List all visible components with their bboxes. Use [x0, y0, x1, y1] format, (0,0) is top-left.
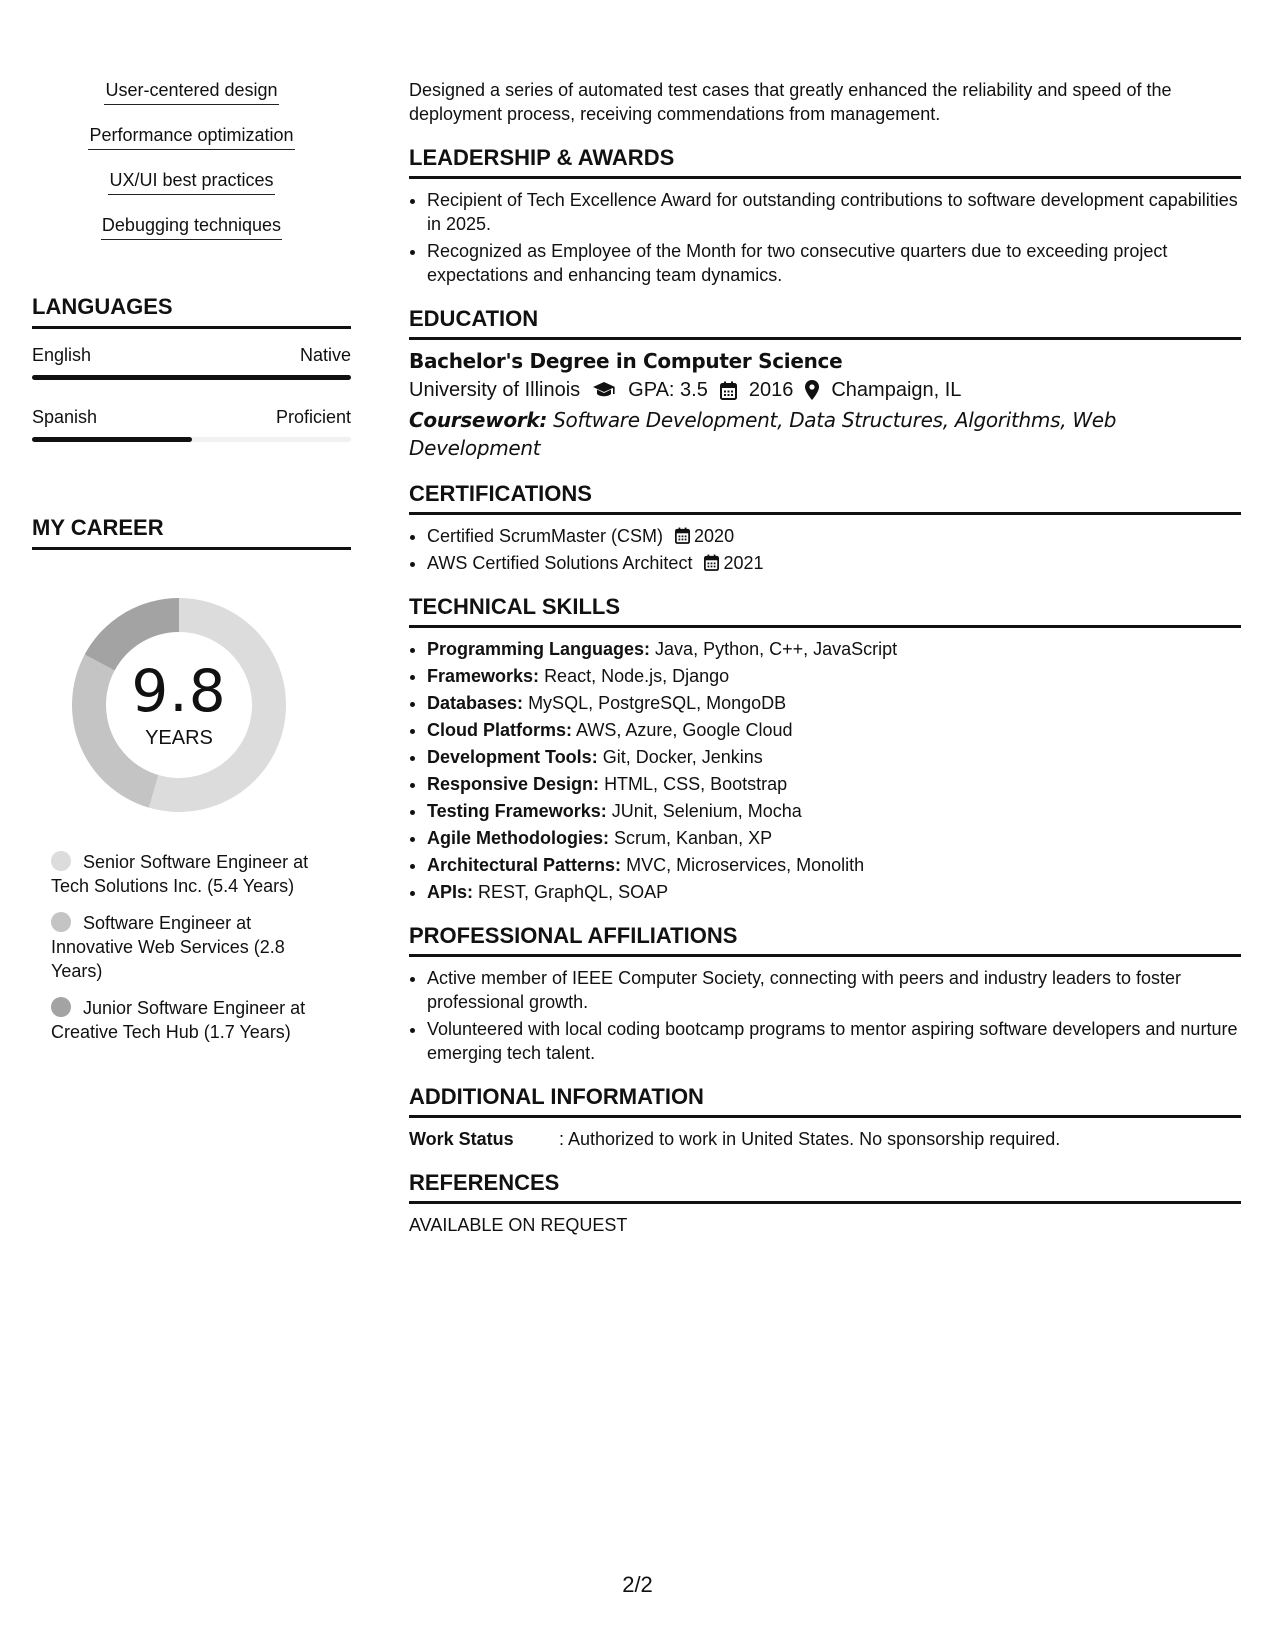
technical-skills-list: [409, 637, 1241, 904]
skill-chips: [32, 78, 351, 258]
coursework-label: Coursework:: [409, 408, 548, 432]
leadership-item: • Recognized as Employee of the Month for two consecutive quarters due to exceeding project expectations and enhancing team dynamics.: [427, 239, 1241, 287]
technical-skill-item: [427, 853, 1241, 877]
technical-skill-item: [427, 745, 1241, 769]
skill-category: Responsive Design:: [427, 774, 600, 794]
technical-skill-item: [427, 772, 1241, 796]
language-name: English: [32, 345, 92, 365]
career-role-label: Software Engineer at Innovative Web Services (2.8 Years): [51, 913, 285, 981]
skill-values: Git, Docker, Jenkins: [602, 747, 763, 767]
certifications-heading: CERTIFICATIONS: [409, 480, 1241, 515]
leadership-item: • Recipient of Tech Excellence Award for outstanding contributions to software development capabilities in 2025.: [427, 188, 1241, 236]
left-column: [32, 78, 351, 1057]
skill-values: Java, Python, C++, JavaScript: [655, 639, 898, 659]
leadership-heading: LEADERSHIP & AWARDS: [409, 144, 1241, 179]
skill-category: Cloud Platforms:: [427, 720, 573, 740]
skill-chip: Debugging techniques: [101, 213, 282, 240]
skill-category: APIs:: [427, 882, 474, 902]
language-bar: [32, 375, 351, 380]
technical-skills-heading: TECHNICAL SKILLS: [409, 593, 1241, 628]
map-pin-icon: [805, 380, 819, 400]
calendar-icon: [675, 527, 690, 544]
skill-values: MVC, Microservices, Monolith: [626, 855, 865, 875]
certification-year: 2020: [694, 526, 735, 546]
graduation-cap-icon: [592, 381, 616, 399]
education-coursework: [409, 406, 1241, 462]
career-role-label: Junior Software Engineer at Creative Tech Hub (1.7 Years): [51, 998, 306, 1042]
certifications-list: [409, 524, 1241, 575]
language-bar: [32, 437, 351, 442]
career-heading: MY CAREER: [32, 514, 351, 550]
coursework-value: Software Development, Data Structures, Algorithms, Web Development: [409, 408, 1117, 460]
education-meta: [409, 376, 1241, 404]
career-legend-item: [51, 996, 336, 1044]
skill-category: Agile Methodologies:: [427, 828, 609, 848]
affiliations-list: [409, 966, 1241, 1065]
affiliation-item: • Active member of IEEE Computer Society, connecting with peers and industry leaders to foster professional growth.: [427, 966, 1241, 1014]
language-bar-fill: [32, 437, 192, 442]
education-location: Champaign, IL: [831, 379, 962, 401]
certification-name: Certified ScrumMaster (CSM): [427, 526, 664, 546]
certification-item: [427, 551, 1241, 575]
certification-name: AWS Certified Solutions Architect: [427, 553, 693, 573]
language-name: Spanish: [32, 407, 98, 427]
skill-category: Architectural Patterns:: [427, 855, 622, 875]
skill-values: Scrum, Kanban, XP: [614, 828, 773, 848]
skill-chip: UX/UI best practices: [108, 168, 274, 195]
skill-category: Databases:: [427, 693, 524, 713]
references-heading: REFERENCES: [409, 1169, 1241, 1204]
education-year: 2016: [748, 379, 794, 401]
technical-skill-item: [427, 880, 1241, 904]
career-legend-item: [51, 850, 336, 898]
references-text: AVAILABLE ON REQUEST: [409, 1215, 628, 1235]
work-status-label: Work Status: [409, 1129, 514, 1149]
work-status-row: [409, 1127, 1241, 1151]
career-role-label: Senior Software Engineer at Tech Solutions Inc. (5.4 Years): [51, 852, 309, 896]
skill-category: Testing Frameworks:: [427, 801, 607, 821]
career-total-years: 9.8: [131, 657, 227, 725]
technical-skill-item: [427, 691, 1241, 715]
technical-skill-item: [427, 799, 1241, 823]
career-legend: [51, 850, 336, 1044]
affiliation-item: • Volunteered with local coding bootcamp programs to mentor aspiring software developers and nurture emerging tech talent.: [427, 1017, 1241, 1065]
certification-item: [427, 524, 1241, 548]
career-donut-chart: [64, 590, 294, 820]
skill-values: HTML, CSS, Bootstrap: [604, 774, 788, 794]
leadership-list: [409, 188, 1241, 287]
additional-info-heading: ADDITIONAL INFORMATION: [409, 1083, 1241, 1118]
technical-skill-item: [427, 826, 1241, 850]
page-number: 2/2: [622, 1572, 653, 1597]
language-level: Proficient: [275, 407, 351, 427]
language-spanish: [32, 406, 351, 442]
education-gpa: GPA: 3.5: [628, 379, 708, 401]
certification-year: 2021: [723, 553, 764, 573]
legend-dot: [51, 851, 71, 871]
skill-category: Development Tools:: [427, 747, 598, 767]
education-school: University of Illinois: [409, 379, 581, 401]
education-heading: EDUCATION: [409, 305, 1241, 340]
technical-skill-item: [427, 718, 1241, 742]
skill-values: JUnit, Selenium, Mocha: [611, 801, 802, 821]
experience-continuation-text: Designed a series of automated test cases that greatly enhanced the reliability and speed of the deployment process, receiving commendations from management.: [409, 80, 1172, 124]
language-level: Native: [299, 345, 351, 365]
legend-dot: [51, 997, 71, 1017]
skill-values: React, Node.js, Django: [544, 666, 730, 686]
technical-skill-item: [427, 664, 1241, 688]
skill-chip: User-centered design: [104, 78, 278, 105]
education-degree: Bachelor's Degree in Computer Science: [409, 349, 843, 373]
skill-values: MySQL, PostgreSQL, MongoDB: [528, 693, 787, 713]
work-status-value: : Authorized to work in United States. No sponsorship required.: [559, 1129, 1061, 1149]
skill-category: Frameworks:: [427, 666, 540, 686]
calendar-icon: [704, 554, 719, 571]
language-english: [32, 344, 351, 380]
technical-skill-item: [427, 637, 1241, 661]
skill-category: Programming Languages:: [427, 639, 651, 659]
right-column: [409, 78, 1241, 1237]
skill-values: REST, GraphQL, SOAP: [478, 882, 669, 902]
career-total-unit: YEARS: [145, 727, 213, 749]
affiliations-heading: PROFESSIONAL AFFILIATIONS: [409, 922, 1241, 957]
career-legend-item: [51, 911, 336, 983]
skill-values: AWS, Azure, Google Cloud: [576, 720, 793, 740]
skill-chip: Performance optimization: [88, 123, 294, 150]
language-bar-fill: [32, 375, 351, 380]
calendar-icon: [720, 381, 737, 400]
languages-heading: LANGUAGES: [32, 293, 351, 329]
legend-dot: [51, 912, 71, 932]
